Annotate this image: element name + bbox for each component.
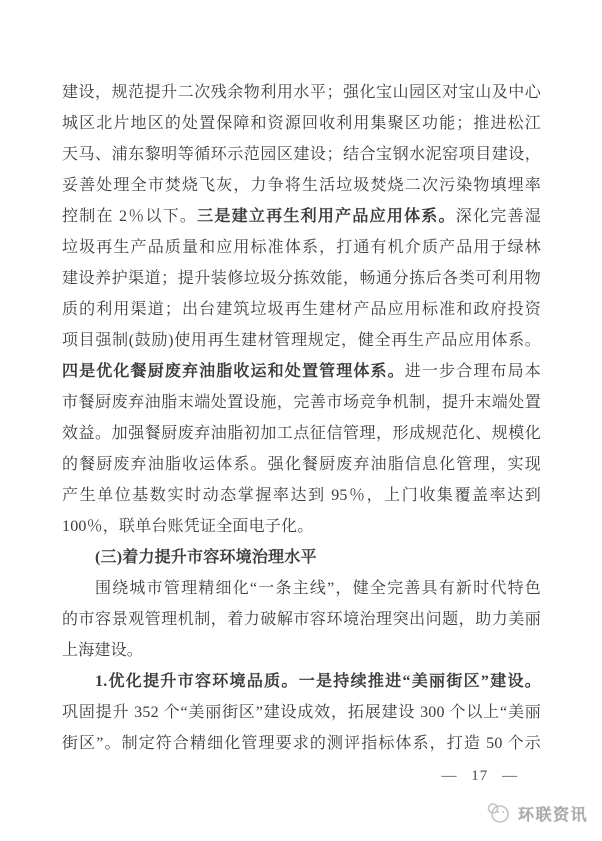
text-segment: 控制在 2％以下。 [62, 208, 198, 225]
text-line [62, 573, 541, 604]
bold-text-segment: (三)着力提升市容环境治理水平 [95, 549, 317, 566]
text-line [62, 294, 541, 325]
text-segment: 市餐厨废弃油脂末端处置设施，完善市场竞争机制，提升末端处置 [62, 394, 541, 411]
text-line [62, 666, 541, 697]
text-line [62, 77, 541, 108]
text-line [62, 263, 541, 294]
text-line [62, 139, 541, 170]
text-line [62, 201, 541, 232]
text-segment: 街区”。制定符合精细化管理要求的测评指标体系，打造 50 个示 [62, 735, 541, 752]
text-segment: 建设，规范提升二次残余物利用水平；强化宝山园区对宝山及中心 [62, 84, 541, 101]
text-line [62, 697, 541, 728]
text-line [62, 232, 541, 263]
brand-watermark-label: 环联资讯 [518, 806, 589, 824]
bold-text-segment: 三是建立再生利用产品应用体系。 [197, 208, 456, 225]
text-segment: 巩固提升 352 个“美丽街区”建设成效，拓展建设 300 个以上“美丽 [62, 704, 541, 721]
brand-watermark [486, 801, 588, 825]
text-segment: 产生单位基数实时动态掌握率达到 95％，上门收集覆盖率达到 [62, 487, 541, 504]
text-line [62, 325, 541, 356]
text-segment: 城区北片地区的处置保障和资源回收利用集聚区功能；推进松江 [62, 115, 541, 132]
text-segment: 天马、浦东黎明等循环示范园区建设；结合宝钢水泥窑项目建设， [62, 146, 541, 163]
bold-text-segment: 四是优化餐厨废弃油脂收运和处置管理体系。 [62, 363, 405, 380]
bold-text-segment: 1.优化提升市容环境品质。一是持续推进“美丽街区”建设。 [95, 673, 541, 690]
text-segment: 上海建设。 [62, 642, 144, 659]
text-segment: 深化完善湿 [455, 208, 541, 225]
text-segment: 妥善处理全市焚烧飞灰，力争将生活垃圾焚烧二次污染物填埋率 [62, 177, 541, 194]
brand-logo-icon [486, 801, 512, 825]
text-line [62, 418, 541, 449]
text-segment: 质的利用渠道；出台建筑垃圾再生建材产品应用标准和政府投资 [62, 301, 541, 318]
text-segment: 的餐厨废弃油脂收运体系。强化餐厨废弃油脂信息化管理，实现 [62, 456, 541, 473]
text-line [62, 449, 541, 480]
text-segment: 建设养护渠道；提升装修垃圾分拣效能，畅通分拣后各类可利用物 [62, 270, 541, 287]
text-segment: 项目强制(鼓励)使用再生建材管理规定，健全再生产品应用体系。 [62, 332, 541, 349]
text-line [62, 604, 541, 635]
text-line [62, 108, 541, 139]
text-segment: 的市容景观管理机制，着力破解市容环境治理突出问题，助力美丽 [62, 611, 541, 628]
text-segment: 进一步合理布局本 [404, 363, 541, 380]
text-line [62, 635, 541, 666]
text-body [62, 77, 541, 759]
text-line [62, 387, 541, 418]
text-line [62, 542, 541, 573]
text-segment: 效益。加强餐厨废弃油脂初加工点征信管理，形成规范化、规模化 [62, 425, 541, 442]
text-segment: 100％，联单台账凭证全面电子化。 [62, 518, 314, 535]
text-segment: 围绕城市管理精细化“一条主线”，健全完善具有新时代特色 [95, 580, 541, 597]
text-line [62, 170, 541, 201]
page-number: — 17 — [441, 768, 518, 784]
text-line [62, 356, 541, 387]
text-line [62, 511, 541, 542]
text-line [62, 728, 541, 759]
text-segment: 垃圾再生产品质量和应用标准体系，打通有机介质产品用于绿林 [62, 239, 541, 256]
text-line [62, 480, 541, 511]
